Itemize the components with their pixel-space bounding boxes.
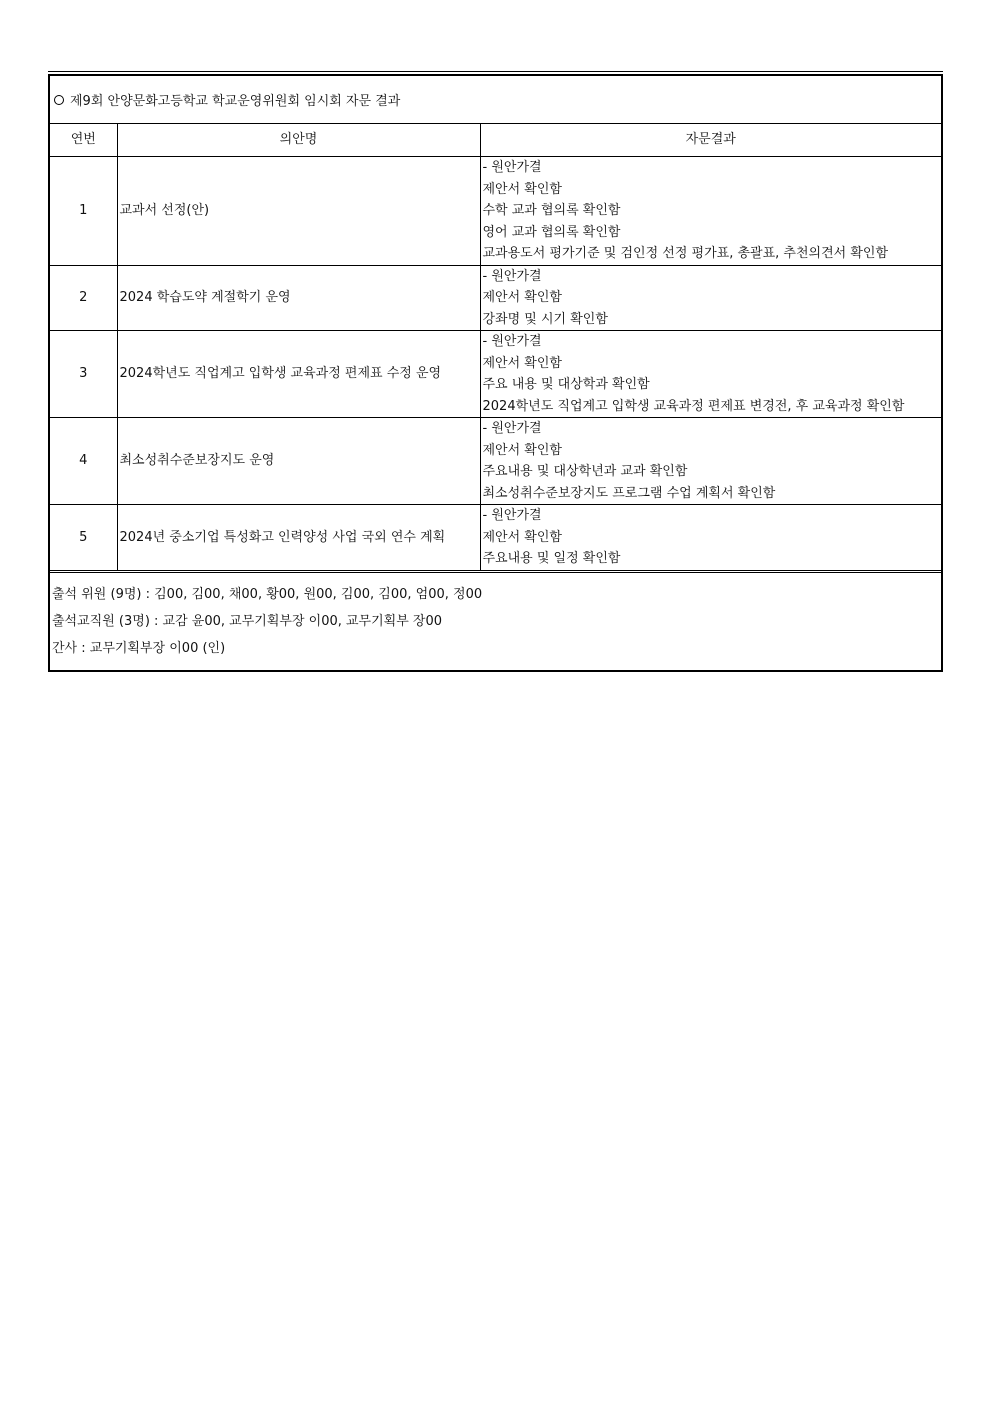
document-title-row xyxy=(50,76,941,124)
consultation-result-document xyxy=(48,74,943,672)
result-line: 최소성취수준보장지도 프로그램 수업 계획서 확인함 xyxy=(482,485,776,501)
consultation-result xyxy=(480,265,941,331)
result-line: 주요 내용 및 대상학과 확인함 xyxy=(482,377,650,392)
consultation-result xyxy=(480,418,941,505)
result-line: - 원안가결 xyxy=(482,334,542,349)
table-row xyxy=(50,505,941,572)
agenda-title: 2024 학습도약 계절학기 운영 xyxy=(117,265,480,331)
result-line: 영어 교과 협의록 확인함 xyxy=(482,224,621,240)
table-header-row xyxy=(50,124,941,157)
result-line: 강좌명 및 시기 확인함 xyxy=(482,311,608,327)
result-line: 제안서 확인함 xyxy=(482,290,562,305)
row-number: 4 xyxy=(50,418,117,505)
consultation-result xyxy=(480,157,941,266)
result-line: 제안서 확인함 xyxy=(482,442,562,458)
agenda-title: 교과서 선정(안) xyxy=(117,157,480,266)
result-line: 제안서 확인함 xyxy=(482,529,562,545)
table-row xyxy=(50,331,941,418)
table-row xyxy=(50,418,941,505)
attendance-footer xyxy=(50,573,941,670)
agenda-table xyxy=(50,124,941,573)
row-number: 5 xyxy=(50,505,117,572)
result-line: - 원안가결 xyxy=(482,421,542,436)
agenda-title: 최소성취수준보장지도 운영 xyxy=(117,418,480,505)
table-row xyxy=(50,157,941,266)
header-serial-number: 연번 xyxy=(50,124,117,157)
row-number: 3 xyxy=(50,331,117,418)
result-line: 수학 교과 협의록 확인함 xyxy=(482,203,621,218)
result-line: 2024학년도 직업계고 입학생 교육과정 편제표 변경전, 후 교육과정 확인함 xyxy=(482,398,905,414)
attending-staff: 출석교직원 (3명) : 교감 윤00, 교무기획부장 이00, 교무기획부 장00 xyxy=(52,613,443,629)
circle-bullet-icon xyxy=(54,95,64,105)
secretary: 간사 : 교무기획부장 이00 (인) xyxy=(52,640,226,656)
row-number: 2 xyxy=(50,265,117,331)
header-consultation-result: 자문결과 xyxy=(480,124,941,157)
result-line: 주요내용 및 일정 확인함 xyxy=(482,551,621,566)
consultation-result xyxy=(480,331,941,418)
result-line: - 원안가결 xyxy=(482,508,542,523)
header-agenda-title: 의안명 xyxy=(117,124,480,157)
top-rule xyxy=(48,71,943,72)
agenda-title: 2024학년도 직업계고 입학생 교육과정 편제표 수정 운영 xyxy=(117,331,480,418)
consultation-result xyxy=(480,505,941,572)
result-line: 교과용도서 평가기준 및 검인정 선정 평가표, 총괄표, 추천의견서 확인함 xyxy=(482,246,889,261)
table-row xyxy=(50,265,941,331)
result-line: 제안서 확인함 xyxy=(482,355,562,371)
row-number: 1 xyxy=(50,157,117,266)
result-line: - 원안가결 xyxy=(482,268,542,284)
result-line: - 원안가결 xyxy=(482,160,542,175)
result-line: 제안서 확인함 xyxy=(482,181,562,197)
attending-members: 출석 위원 (9명) : 김00, 김00, 채00, 황00, 원00, 김00, 김00, 엄00, 정00 xyxy=(52,586,483,602)
document-title: 제9회 안양문화고등학교 학교운영위원회 임시회 자문 결과 xyxy=(70,94,401,109)
result-line: 주요내용 및 대상학년과 교과 확인함 xyxy=(482,464,688,479)
agenda-title: 2024년 중소기업 특성화고 인력양성 사업 국외 연수 계획 xyxy=(117,505,480,572)
